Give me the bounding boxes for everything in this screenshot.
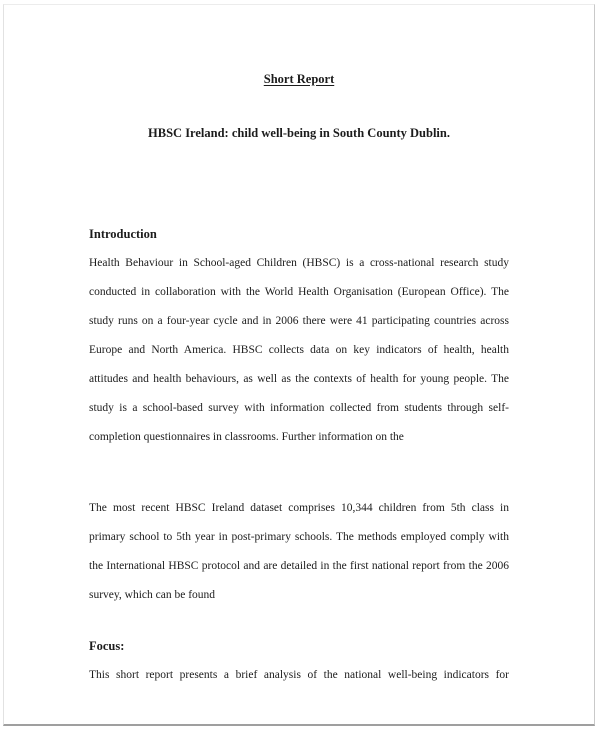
section-heading-introduction: Introduction	[89, 227, 157, 241]
document-content	[4, 5, 594, 690]
introduction-paragraph-2: The most recent HBSC Ireland dataset comprises 10,344 children from 5th class in primary school to 5th year in post-primary schools. The methods employed comply with the International HBSC protocol and are detailed in the first national report from the 2006 survey, which can be found	[89, 502, 509, 601]
focus-paragraph-1: This short report presents a brief analysis of the national well-being indicators for	[89, 669, 509, 681]
section-heading-focus: Focus:	[89, 639, 125, 653]
introduction-paragraph-1: Health Behaviour in School-aged Children (HBSC) is a cross-national research study conducted in collaboration with the World Health Organisation (European Office). The study runs on a four-year cycle and in 2006 there were 41 participating countries across Europe and North America. HBSC collects data on key indicators of health, health attitudes and health behaviours, as well as the contexts of health for young people. The study is a school-based survey with information collected from students through self-completion questionnaires in classrooms. Further information on the	[89, 257, 509, 443]
document-page	[3, 4, 595, 726]
report-title	[89, 65, 509, 94]
report-subtitle: HBSC Ireland: child well-being in South County Dublin.	[148, 126, 450, 140]
report-title-text: Short Report	[263, 72, 335, 86]
